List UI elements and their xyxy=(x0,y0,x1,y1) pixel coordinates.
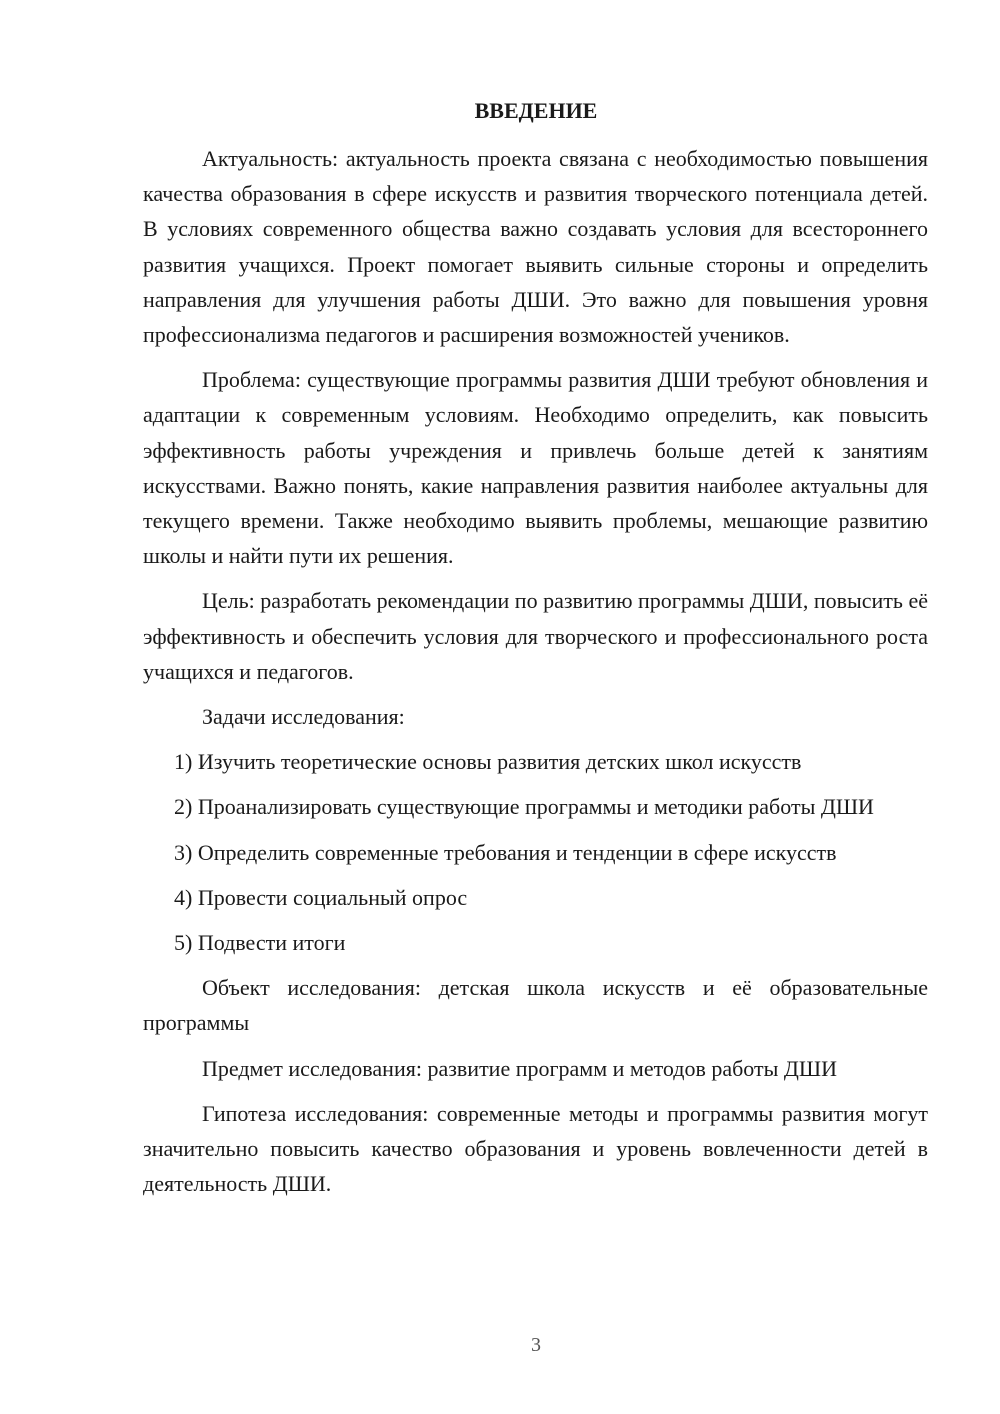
paragraph-hypothesis: Гипотеза исследования: современные методы и программы развития могут значительно повысить качество образования и уровень вовлеченности детей в деятельность ДШИ. xyxy=(143,1100,928,1197)
paragraph-object: Объект исследования: детская школа искусств и её образовательные программы xyxy=(143,975,928,1036)
page-number: 3 xyxy=(531,1334,541,1356)
task-item-1: 1) Изучить теоретические основы развития детских школ искусств xyxy=(174,749,802,775)
paragraph-problem: Проблема: существующие программы развития ДШИ требуют обновления и адаптации к современным условиям. Необходимо определить, как повысить эффективность работы учреждения и привлечь больше детей к занятиям искусствами. Важно понять, какие направления развития наиболее актуальны для текущего времени. Также необходимо выявить проблемы, мешающие развитию школы и найти пути их решения. xyxy=(143,367,928,569)
task-item-4: 4) Провести социальный опрос xyxy=(174,884,468,910)
tasks-heading: Задачи исследования: xyxy=(202,704,405,730)
task-item-3: 3) Определить современные требования и тенденции в сфере искусств xyxy=(174,839,837,865)
task-item-2: 2) Проанализировать существующие программы и методики работы ДШИ xyxy=(174,794,874,820)
task-item-5: 5) Подвести итоги xyxy=(174,930,346,956)
document-body xyxy=(143,141,928,1211)
paragraph-subject: Предмет исследования: развитие программ и методов работы ДШИ xyxy=(202,1055,838,1081)
paragraph-relevance: Актуальность: актуальность проекта связана с необходимостью повышения качества образования в сфере искусств и развития творческого потенциала детей. В условиях современного общества важно создавать условия для всестороннего развития учащихся. Проект помогает выявить сильные стороны и определить направления для улучшения работы ДШИ. Это важно для повышения уровня профессионализма педагогов и расширения возможностей учеников. xyxy=(143,146,928,348)
page-title: ВВЕДЕНИЕ xyxy=(474,98,598,123)
paragraph-goal: Цель: разработать рекомендации по развитию программы ДШИ, повысить её эффективность и обеспечить условия для творческого и профессионального роста учащихся и педагогов. xyxy=(143,588,928,684)
